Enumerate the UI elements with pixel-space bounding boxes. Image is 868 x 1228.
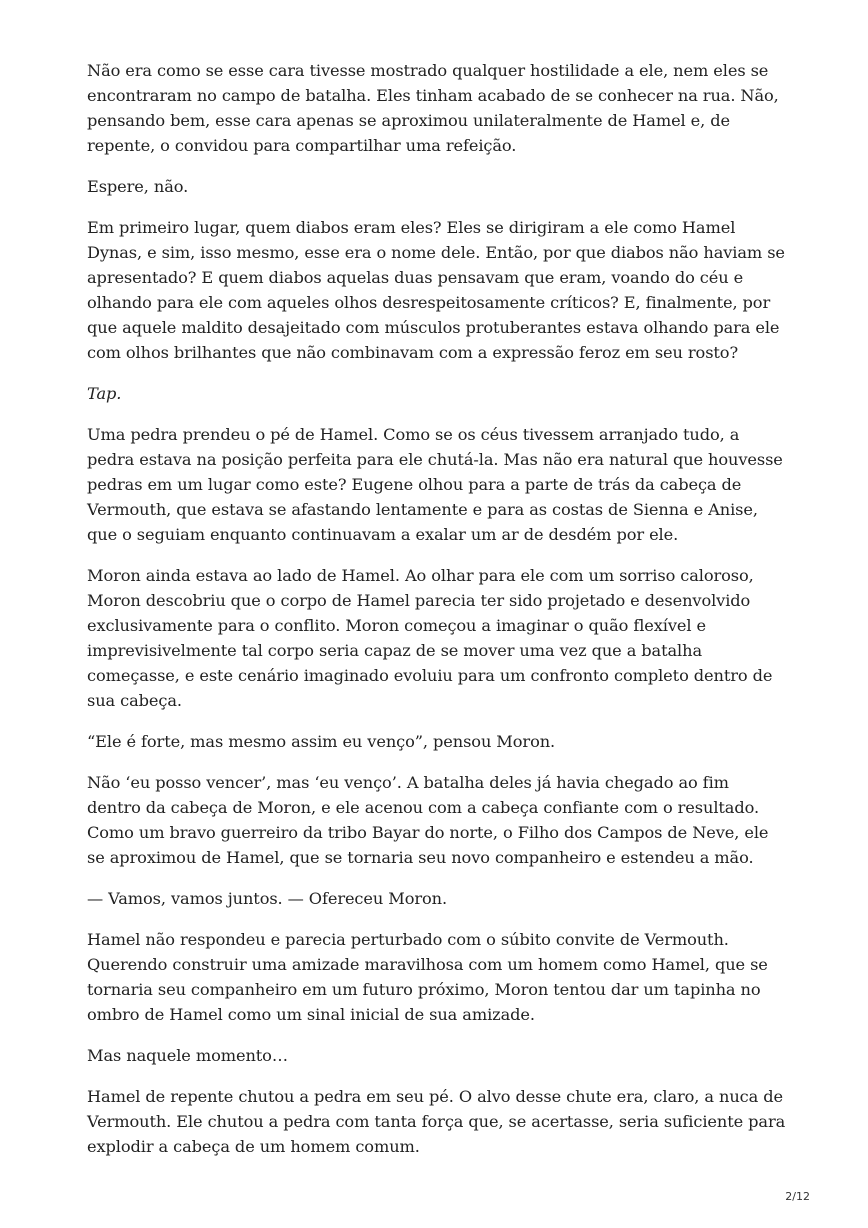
paragraph-6: Moron ainda estava ao lado de Hamel. Ao olhar para ele com um sorriso caloroso, Moron descobriu que o corpo de Hamel parecia ter sido projetado e desenvolvido exclusivamente para o conflito. Moron começou a imaginar o quão flexível e imprevisivelmente tal corpo seria capaz de se mover uma vez que a batalha começasse, e este cenário imaginado evoluiu para um confronto completo dentro de sua cabeça.	[87, 566, 773, 710]
page-number: 2/12	[785, 1190, 810, 1203]
document-page	[87, 58, 787, 1175]
paragraph-7: “Ele é forte, mas mesmo assim eu venço”, pensou Moron.	[87, 732, 556, 751]
paragraph-5: Uma pedra prendeu o pé de Hamel. Como se os céus tivessem arranjado tudo, a pedra estava na posição perfeita para ele chutá-la. Mas não era natural que houvesse pedras em um lugar como este? Eugene olhou para a parte de trás da cabeça de Vermouth, que estava se afastando lentamente e para as costas de Sienna e Anise, que o seguiam enquanto continuavam a exalar um ar de desdém por ele.	[87, 425, 783, 544]
paragraph-11: Mas naquele momento…	[87, 1046, 288, 1065]
paragraph-8: Não ‘eu posso vencer’, mas ‘eu venço’. A batalha deles já havia chegado ao fim dentro da cabeça de Moron, e ele acenou com a cabeça confiante com o resultado. Como um bravo guerreiro da tribo Bayar do norte, o Filho dos Campos de Neve, ele se aproximou de Hamel, que se tornaria seu novo companheiro e estendeu a mão.	[87, 773, 769, 867]
paragraph-12: Hamel de repente chutou a pedra em seu pé. O alvo desse chute era, claro, a nuca de Vermouth. Ele chutou a pedra com tanta força que, se acertasse, seria suficiente para explodir a cabeça de um homem comum.	[87, 1087, 786, 1156]
paragraph-10: Hamel não respondeu e parecia perturbado com o súbito convite de Vermouth. Querendo construir uma amizade maravilhosa com um homem como Hamel, que se tornaria seu companheiro em um futuro próximo, Moron tentou dar um tapinha no ombro de Hamel como um sinal inicial de sua amizade.	[87, 930, 768, 1024]
paragraph-1: Não era como se esse cara tivesse mostrado qualquer hostilidade a ele, nem eles se encontraram no campo de batalha. Eles tinham acabado de se conhecer na rua. Não, pensando bem, esse cara apenas se aproximou unilateralmente de Hamel e, de repente, o convidou para compartilhar uma refeição.	[87, 61, 779, 155]
paragraph-2: Espere, não.	[87, 177, 189, 196]
paragraph-9: — Vamos, vamos juntos. — Ofereceu Moron.	[87, 889, 448, 908]
paragraph-4: Tap.	[87, 384, 122, 403]
paragraph-3: Em primeiro lugar, quem diabos eram eles? Eles se dirigiram a ele como Hamel Dynas, e sim, isso mesmo, esse era o nome dele. Então, por que diabos não haviam se apresentado? E quem diabos aquelas duas pensavam que eram, voando do céu e olhando para ele com aqueles olhos desrespeitosamente críticos? E, finalmente, por que aquele maldito desajeitado com músculos protuberantes estava olhando para ele com olhos brilhantes que não combinavam com a expressão feroz em seu rosto?	[87, 218, 785, 362]
